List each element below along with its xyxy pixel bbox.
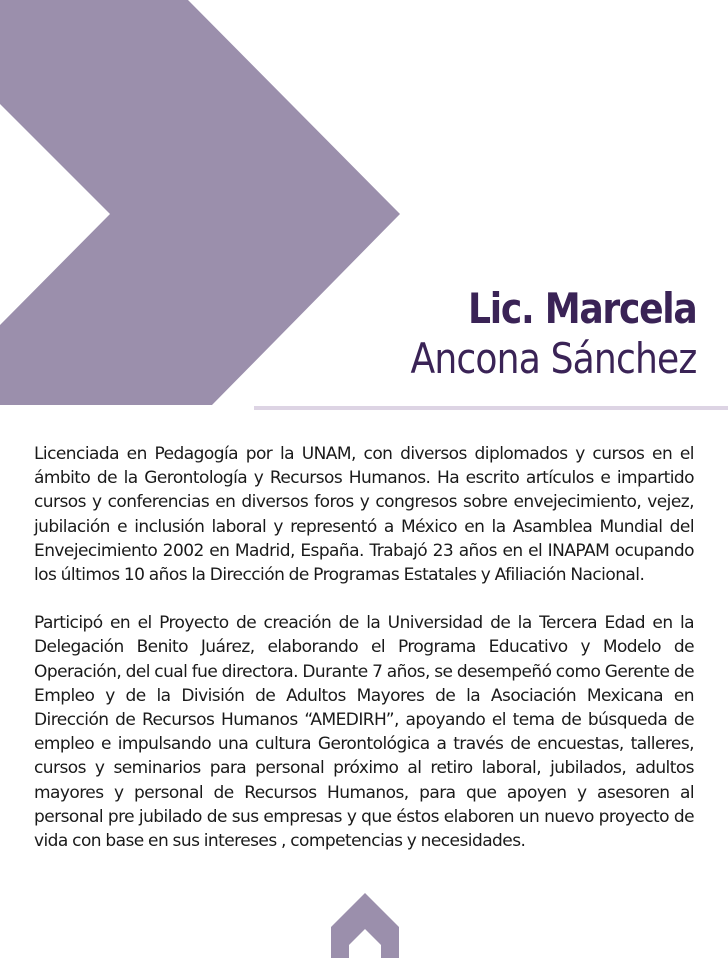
name-last: Ancona Sánchez <box>410 334 696 383</box>
chevron-up-icon <box>331 893 399 958</box>
profile-name <box>364 282 696 382</box>
name-first: Lic. Marcela <box>467 284 696 333</box>
bio-paragraph-1: Licenciada en Pedagogía por la UNAM, con diversos diplomados y cursos en el ámbito de la Gerontología y Recursos Humanos. Ha escrito artículos e impartido cursos y conferencias en diversos foros y congresos sobre envejecimiento, vejez, jubilación e inclusión laboral y representó a México en la Asamblea Mundial del Envejecimiento 2002 en Madrid, España. Trabajó 23 años en el INAPAM ocupando los últimos 10 años la Dirección de Programas Estatales y Afiliación Nacional. <box>34 444 694 586</box>
bio-paragraph-2: Participó en el Proyecto de creación de la Universidad de la Tercera Edad en la Delegación Benito Juárez, elaborando el Programa Educativo y Modelo de Operación, del cual fue directora. Durante 7 años, se desempeñó como Gerente de Empleo y de la División de Adultos Mayores de la Asociación Mexicana en Dirección de Recursos Humanos “AMEDIRH”, apoyando el tema de búsqueda de empleo e impulsando una cultura Gerontológica a través de encuestas, talleres, cursos y seminarios para personal próximo al retiro laboral, jubilados, adultos mayores y personal de Recursos Humanos, para que apoyen y asesoren al personal pre jubilado de sus empresas y que éstos elaboren un nuevo proyecto de vida con base en sus intereses , competencias y necesidades. <box>34 613 694 852</box>
header-divider <box>254 406 728 410</box>
biography <box>34 442 694 877</box>
chevron-arrow-decoration <box>0 0 400 405</box>
